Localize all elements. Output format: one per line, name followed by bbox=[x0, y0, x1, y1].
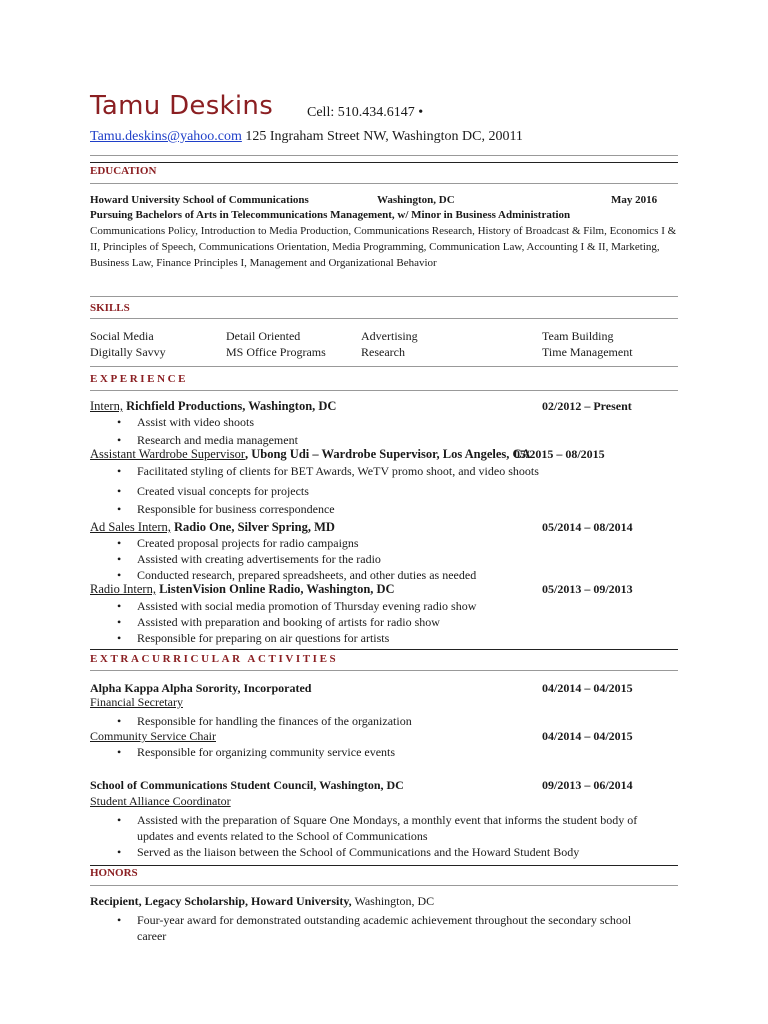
coursework: Communications Policy, Introduction to Media Production, Communications Research, History of Broadcast & Film, Economics I & II, Principles of Speech, Communications Orientation, Media Programming, Communication Law, Accounting I & II, Marketing, Business Law, Finance Principles I, Management and Organizational Behavior bbox=[90, 225, 677, 269]
bullet: • bbox=[117, 568, 122, 582]
org-date: 04/2014 – 04/2015 bbox=[542, 681, 633, 695]
resume-name: Tamu Deskins bbox=[90, 91, 274, 121]
job-title: Assistant Wardrobe Supervisor bbox=[90, 447, 245, 461]
divider bbox=[90, 366, 678, 367]
address: 125 Ingraham Street NW, Washington DC, 20011 bbox=[241, 129, 523, 144]
divider bbox=[90, 649, 678, 650]
bullet: • bbox=[117, 536, 122, 550]
bullet: • bbox=[117, 433, 122, 447]
list-item: Responsible for business correspondence bbox=[137, 502, 335, 516]
divider bbox=[90, 318, 678, 319]
bullet: • bbox=[117, 599, 122, 613]
section-heading-skills: SKILLS bbox=[90, 302, 130, 314]
email-link[interactable]: Tamu.deskins@yahoo.com bbox=[90, 129, 242, 144]
divider bbox=[90, 162, 678, 163]
award-title: Recipient, Legacy Scholarship, Howard University, bbox=[90, 894, 352, 908]
list-item: Research and media management bbox=[137, 433, 298, 447]
job-org: Radio One, Silver Spring, MD bbox=[170, 520, 335, 534]
bullet: • bbox=[117, 464, 122, 478]
section-heading-education: EDUCATION bbox=[90, 165, 157, 177]
list-item: Created visual concepts for projects bbox=[137, 484, 309, 498]
list-item: Conducted research, prepared spreadsheets, and other duties as needed bbox=[137, 568, 477, 582]
skill: Advertising bbox=[361, 329, 418, 343]
job-title-line bbox=[90, 582, 395, 597]
list-item: Responsible for preparing on air questions for artists bbox=[137, 631, 390, 645]
list-item: Responsible for organizing community service events bbox=[137, 745, 396, 759]
section-heading-honors: HONORS bbox=[90, 867, 138, 879]
bullet: • bbox=[117, 845, 122, 859]
bullet: • bbox=[117, 484, 122, 498]
bullet: • bbox=[117, 502, 122, 516]
bullet: • bbox=[117, 714, 122, 728]
divider bbox=[90, 670, 678, 671]
bullet: • bbox=[117, 745, 122, 759]
school-name: Howard University School of Communications bbox=[90, 194, 309, 206]
divider bbox=[90, 865, 678, 866]
divider bbox=[90, 885, 678, 886]
skill: Team Building bbox=[542, 329, 614, 343]
section-heading-extracurricular: EXTRACURRICULAR ACTIVITIES bbox=[90, 653, 339, 665]
bullet: • bbox=[117, 615, 122, 629]
skill: Research bbox=[361, 345, 405, 359]
divider bbox=[90, 155, 678, 156]
bullet: • bbox=[117, 552, 122, 566]
skill: Social Media bbox=[90, 329, 154, 343]
role-date: 04/2014 – 04/2015 bbox=[542, 729, 633, 743]
job-title: Ad Sales Intern, bbox=[90, 520, 171, 534]
list-item: Facilitated styling of clients for BET Awards, WeTV promo shoot, and video shoots bbox=[137, 464, 539, 478]
list-item: Assist with video shoots bbox=[137, 415, 255, 429]
divider bbox=[90, 390, 678, 391]
job-date: 05/2015 – 08/2015 bbox=[514, 447, 605, 461]
org-name: School of Communications Student Council, Washington, DC bbox=[90, 778, 404, 792]
bullet: • bbox=[117, 631, 122, 645]
list-item: Four-year award for demonstrated outstanding academic achievement throughout the secondary school career bbox=[137, 913, 632, 943]
job-org: , Ubong Udi – Wardrobe Supervisor, Los Angeles, CA bbox=[245, 447, 531, 461]
skill: Detail Oriented bbox=[226, 329, 301, 343]
org-date: 09/2013 – 06/2014 bbox=[542, 778, 633, 792]
bullet: • bbox=[117, 415, 122, 429]
school-location: Washington, DC bbox=[377, 194, 455, 206]
bullet: • bbox=[117, 913, 122, 927]
role-title: Financial Secretary bbox=[90, 695, 183, 709]
skill: MS Office Programs bbox=[226, 345, 326, 359]
org-name: Alpha Kappa Alpha Sorority, Incorporated bbox=[90, 681, 312, 695]
list-item: Responsible for handling the finances of the organization bbox=[137, 714, 412, 728]
list-item: Created proposal projects for radio campaigns bbox=[137, 536, 359, 550]
skill: Digitally Savvy bbox=[90, 345, 166, 359]
divider bbox=[90, 296, 678, 297]
job-title: Radio Intern, bbox=[90, 582, 156, 596]
contact-line bbox=[90, 129, 523, 145]
job-org: ListenVision Online Radio, Washington, DC bbox=[155, 582, 395, 596]
list-item: Served as the liaison between the School of Communications and the Howard Student Body bbox=[137, 845, 580, 859]
list-item: Assisted with preparation and booking of artists for radio show bbox=[137, 615, 440, 629]
education-date: May 2016 bbox=[611, 194, 658, 206]
award-line bbox=[90, 894, 434, 909]
role-title: Community Service Chair bbox=[90, 729, 216, 743]
job-org: Richfield Productions, Washington, DC bbox=[122, 399, 337, 413]
list-item: Assisted with creating advertisements for the radio bbox=[137, 552, 381, 566]
job-title-line bbox=[90, 399, 336, 414]
job-title-line bbox=[90, 520, 335, 535]
job-title: Intern, bbox=[90, 399, 123, 413]
list-item: Assisted with social media promotion of Thursday evening radio show bbox=[137, 599, 477, 613]
bullet: • bbox=[117, 813, 122, 827]
skill: Time Management bbox=[542, 345, 633, 359]
section-heading-experience: EXPERIENCE bbox=[90, 373, 189, 385]
divider bbox=[90, 183, 678, 184]
cell-phone: Cell: 510.434.6147 • bbox=[307, 105, 424, 120]
degree: Pursuing Bachelors of Arts in Telecommunications Management, w/ Minor in Business Administration bbox=[90, 209, 571, 221]
job-title-line bbox=[90, 447, 531, 462]
job-date: 05/2014 – 08/2014 bbox=[542, 520, 633, 534]
award-location: Washington, DC bbox=[351, 894, 435, 908]
list-item: Assisted with the preparation of Square One Mondays, a monthly event that informs the student body of updates and events related to the School of Communications bbox=[137, 813, 638, 843]
role-title: Student Alliance Coordinator bbox=[90, 794, 231, 808]
job-date: 02/2012 – Present bbox=[542, 399, 632, 413]
job-date: 05/2013 – 09/2013 bbox=[542, 582, 633, 596]
